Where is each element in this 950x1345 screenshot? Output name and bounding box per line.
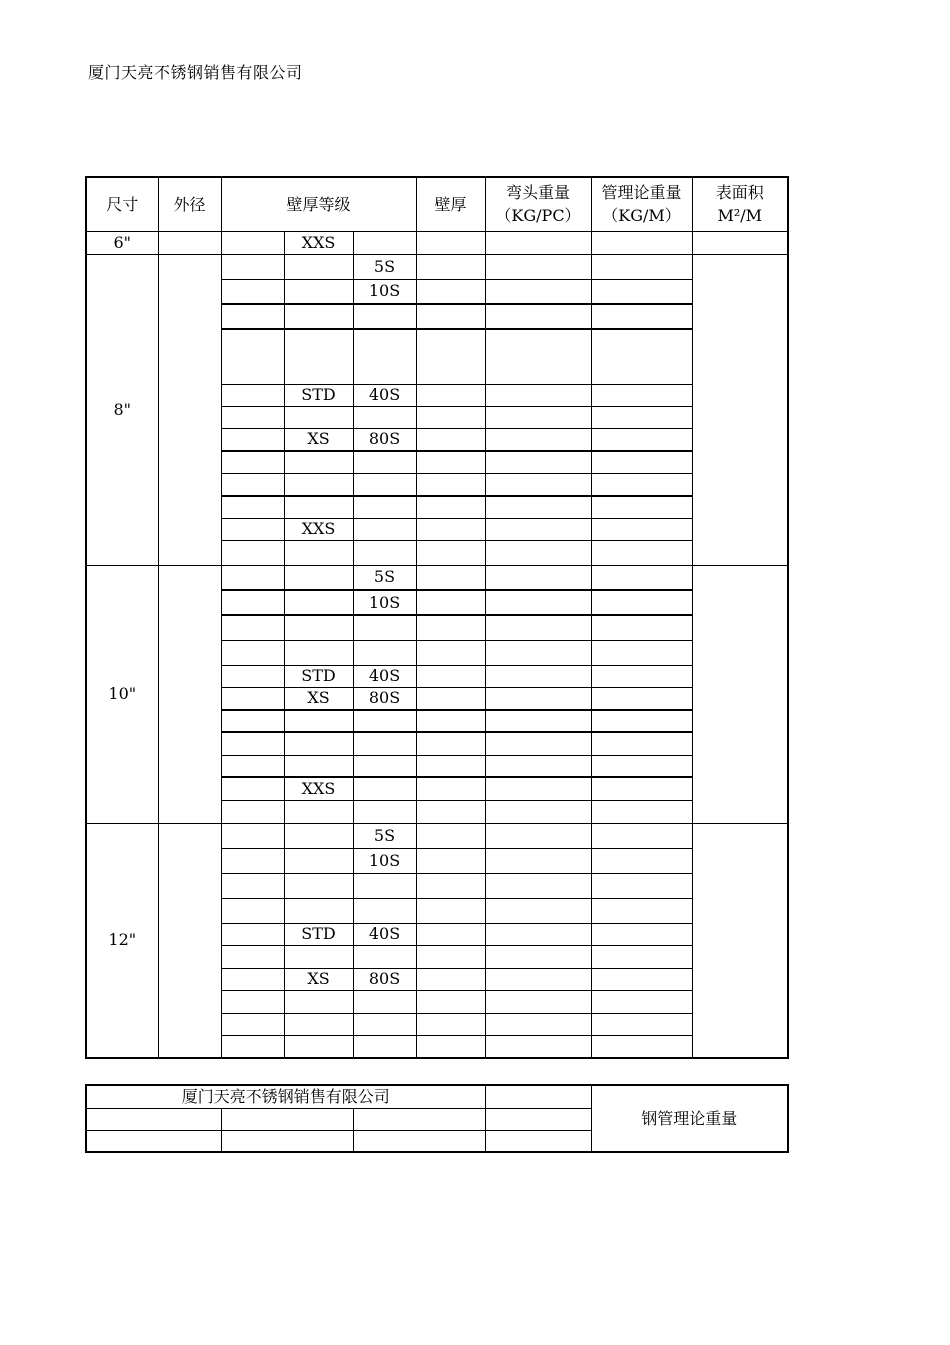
elbow-weight-cell bbox=[485, 848, 591, 873]
table-row bbox=[86, 254, 788, 279]
s-schedule-cell bbox=[353, 406, 416, 428]
schedule-cell bbox=[284, 640, 353, 665]
grade-blank-cell bbox=[221, 800, 284, 823]
schedule-cell bbox=[284, 496, 353, 518]
header-elbow-weight-line2: （KG/PC） bbox=[495, 206, 581, 226]
elbow-weight-cell bbox=[485, 384, 591, 406]
schedule-cell bbox=[284, 540, 353, 565]
pipe-weight-cell bbox=[591, 923, 692, 945]
footer-table bbox=[85, 1084, 789, 1153]
header-row bbox=[86, 177, 788, 231]
elbow-weight-cell bbox=[485, 304, 591, 329]
grade-blank-cell bbox=[221, 755, 284, 777]
grade-blank-cell bbox=[221, 923, 284, 945]
wall-cell bbox=[416, 615, 485, 640]
wall-cell bbox=[416, 873, 485, 898]
schedule-cell bbox=[284, 823, 353, 848]
elbow-weight-cell bbox=[485, 451, 591, 473]
wall-cell bbox=[416, 1013, 485, 1035]
schedule-cell bbox=[284, 945, 353, 968]
pipe-weight-cell bbox=[591, 1035, 692, 1058]
table-row bbox=[86, 231, 788, 254]
pipe-weight-cell bbox=[591, 496, 692, 518]
s-schedule-cell bbox=[353, 304, 416, 329]
elbow-weight-cell bbox=[485, 428, 591, 451]
footer-cell bbox=[221, 1108, 353, 1130]
footer-cell bbox=[86, 1108, 221, 1130]
schedule-cell bbox=[284, 873, 353, 898]
elbow-weight-cell bbox=[485, 873, 591, 898]
elbow-weight-cell bbox=[485, 496, 591, 518]
wall-cell bbox=[416, 428, 485, 451]
s-schedule-cell bbox=[353, 540, 416, 565]
footer-cell bbox=[86, 1130, 221, 1152]
wall-cell bbox=[416, 406, 485, 428]
wall-cell bbox=[416, 540, 485, 565]
elbow-weight-cell bbox=[485, 777, 591, 800]
s-schedule-cell: 40S bbox=[353, 665, 416, 687]
wall-cell bbox=[416, 496, 485, 518]
s-schedule-cell: 10S bbox=[353, 279, 416, 304]
schedule-cell: XS bbox=[284, 968, 353, 990]
elbow-weight-cell bbox=[485, 254, 591, 279]
wall-cell bbox=[416, 687, 485, 710]
header-grade: 壁厚等级 bbox=[221, 177, 416, 231]
s-schedule-cell: 5S bbox=[353, 565, 416, 590]
s-schedule-cell: 80S bbox=[353, 968, 416, 990]
s-schedule-cell bbox=[353, 1013, 416, 1035]
wall-cell bbox=[416, 329, 485, 384]
wall-cell bbox=[416, 254, 485, 279]
footer-cell bbox=[353, 1130, 485, 1152]
grade-blank-cell bbox=[221, 231, 284, 254]
surface-area-cell bbox=[692, 565, 788, 823]
schedule-cell bbox=[284, 254, 353, 279]
grade-blank-cell bbox=[221, 406, 284, 428]
elbow-weight-cell bbox=[485, 231, 591, 254]
size-cell: 6" bbox=[86, 231, 158, 254]
od-cell bbox=[158, 231, 221, 254]
pipe-weight-cell bbox=[591, 451, 692, 473]
grade-blank-cell bbox=[221, 1013, 284, 1035]
elbow-weight-cell bbox=[485, 732, 591, 755]
pipe-weight-cell bbox=[591, 304, 692, 329]
elbow-weight-cell bbox=[485, 406, 591, 428]
header-pipe-weight-line2: （KG/M） bbox=[602, 206, 681, 226]
header-size: 尺寸 bbox=[86, 177, 158, 231]
s-schedule-cell: 5S bbox=[353, 823, 416, 848]
surface-area-cell bbox=[692, 254, 788, 565]
grade-blank-cell bbox=[221, 590, 284, 615]
pipe-weight-cell bbox=[591, 848, 692, 873]
grade-blank-cell bbox=[221, 848, 284, 873]
grade-blank-cell bbox=[221, 451, 284, 473]
pipe-weight-cell bbox=[591, 755, 692, 777]
elbow-weight-cell bbox=[485, 687, 591, 710]
pipe-weight-cell bbox=[591, 473, 692, 496]
schedule-cell bbox=[284, 565, 353, 590]
grade-blank-cell bbox=[221, 254, 284, 279]
elbow-weight-cell bbox=[485, 279, 591, 304]
s-schedule-cell bbox=[353, 732, 416, 755]
grade-blank-cell bbox=[221, 665, 284, 687]
elbow-weight-cell bbox=[485, 755, 591, 777]
grade-blank-cell bbox=[221, 428, 284, 451]
header-elbow-weight bbox=[485, 177, 591, 231]
od-cell bbox=[158, 823, 221, 1058]
pipe-weight-cell bbox=[591, 687, 692, 710]
s-schedule-cell bbox=[353, 496, 416, 518]
schedule-cell bbox=[284, 710, 353, 732]
s-schedule-cell bbox=[353, 800, 416, 823]
footer-cell bbox=[221, 1130, 353, 1152]
elbow-weight-cell bbox=[485, 565, 591, 590]
wall-cell bbox=[416, 990, 485, 1013]
grade-blank-cell bbox=[221, 968, 284, 990]
schedule-cell: XS bbox=[284, 687, 353, 710]
elbow-weight-cell bbox=[485, 540, 591, 565]
s-schedule-cell bbox=[353, 231, 416, 254]
pipe-weight-cell bbox=[591, 710, 692, 732]
table-row bbox=[86, 565, 788, 590]
size-cell: 10" bbox=[86, 565, 158, 823]
s-schedule-cell: 10S bbox=[353, 848, 416, 873]
pipe-weight-cell bbox=[591, 945, 692, 968]
wall-cell bbox=[416, 968, 485, 990]
elbow-weight-cell bbox=[485, 945, 591, 968]
od-cell bbox=[158, 254, 221, 565]
wall-cell bbox=[416, 1035, 485, 1058]
schedule-cell bbox=[284, 329, 353, 384]
wall-cell bbox=[416, 231, 485, 254]
schedule-cell bbox=[284, 848, 353, 873]
od-cell bbox=[158, 565, 221, 823]
elbow-weight-cell bbox=[485, 990, 591, 1013]
s-schedule-cell: 80S bbox=[353, 428, 416, 451]
grade-blank-cell bbox=[221, 279, 284, 304]
wall-cell bbox=[416, 710, 485, 732]
elbow-weight-cell bbox=[485, 800, 591, 823]
schedule-cell bbox=[284, 732, 353, 755]
schedule-cell: STD bbox=[284, 665, 353, 687]
wall-cell bbox=[416, 777, 485, 800]
pipe-weight-cell bbox=[591, 665, 692, 687]
pipe-weight-cell bbox=[591, 898, 692, 923]
schedule-cell bbox=[284, 1035, 353, 1058]
grade-blank-cell bbox=[221, 990, 284, 1013]
grade-blank-cell bbox=[221, 945, 284, 968]
s-schedule-cell: 40S bbox=[353, 384, 416, 406]
elbow-weight-cell bbox=[485, 590, 591, 615]
footer-cell bbox=[485, 1130, 591, 1152]
header-od: 外径 bbox=[158, 177, 221, 231]
pipe-weight-cell bbox=[591, 384, 692, 406]
elbow-weight-cell bbox=[485, 968, 591, 990]
grade-blank-cell bbox=[221, 304, 284, 329]
elbow-weight-cell bbox=[485, 665, 591, 687]
elbow-weight-cell bbox=[485, 518, 591, 540]
pipe-weight-cell bbox=[591, 428, 692, 451]
schedule-cell: XXS bbox=[284, 231, 353, 254]
schedule-cell bbox=[284, 451, 353, 473]
grade-blank-cell bbox=[221, 1035, 284, 1058]
s-schedule-cell: 10S bbox=[353, 590, 416, 615]
s-schedule-cell bbox=[353, 873, 416, 898]
grade-blank-cell bbox=[221, 496, 284, 518]
elbow-weight-cell bbox=[485, 898, 591, 923]
grade-blank-cell bbox=[221, 873, 284, 898]
schedule-cell: STD bbox=[284, 923, 353, 945]
wall-cell bbox=[416, 923, 485, 945]
grade-blank-cell bbox=[221, 823, 284, 848]
header-surface-line2: M²/M bbox=[717, 206, 763, 226]
elbow-weight-cell bbox=[485, 473, 591, 496]
surface-area-cell bbox=[692, 231, 788, 254]
schedule-cell bbox=[284, 800, 353, 823]
s-schedule-cell bbox=[353, 898, 416, 923]
s-schedule-cell bbox=[353, 755, 416, 777]
schedule-cell bbox=[284, 590, 353, 615]
elbow-weight-cell bbox=[485, 823, 591, 848]
s-schedule-cell bbox=[353, 329, 416, 384]
s-schedule-cell bbox=[353, 640, 416, 665]
pipe-weight-cell bbox=[591, 990, 692, 1013]
grade-blank-cell bbox=[221, 540, 284, 565]
pipe-weight-cell bbox=[591, 565, 692, 590]
schedule-cell: XXS bbox=[284, 518, 353, 540]
pipe-weight-cell bbox=[591, 540, 692, 565]
wall-cell bbox=[416, 473, 485, 496]
header-pipe-weight-line1: 管理论重量 bbox=[601, 183, 682, 203]
wall-cell bbox=[416, 665, 485, 687]
wall-cell bbox=[416, 565, 485, 590]
wall-cell bbox=[416, 590, 485, 615]
schedule-cell bbox=[284, 755, 353, 777]
elbow-weight-cell bbox=[485, 640, 591, 665]
s-schedule-cell bbox=[353, 518, 416, 540]
schedule-cell bbox=[284, 898, 353, 923]
schedule-cell: XXS bbox=[284, 777, 353, 800]
wall-cell bbox=[416, 898, 485, 923]
pipe-weight-cell bbox=[591, 254, 692, 279]
schedule-cell: STD bbox=[284, 384, 353, 406]
grade-blank-cell bbox=[221, 640, 284, 665]
elbow-weight-cell bbox=[485, 1035, 591, 1058]
elbow-weight-cell bbox=[485, 615, 591, 640]
s-schedule-cell bbox=[353, 990, 416, 1013]
table-row bbox=[86, 823, 788, 848]
wall-cell bbox=[416, 823, 485, 848]
wall-cell bbox=[416, 945, 485, 968]
pipe-weight-cell bbox=[591, 1013, 692, 1035]
grade-blank-cell bbox=[221, 384, 284, 406]
wall-cell bbox=[416, 800, 485, 823]
pipe-weight-cell bbox=[591, 800, 692, 823]
wall-cell bbox=[416, 755, 485, 777]
elbow-weight-cell bbox=[485, 923, 591, 945]
grade-blank-cell bbox=[221, 473, 284, 496]
s-schedule-cell bbox=[353, 473, 416, 496]
wall-cell bbox=[416, 732, 485, 755]
elbow-weight-cell bbox=[485, 329, 591, 384]
wall-cell bbox=[416, 451, 485, 473]
pipe-weight-cell bbox=[591, 640, 692, 665]
schedule-cell bbox=[284, 1013, 353, 1035]
grade-blank-cell bbox=[221, 898, 284, 923]
pipe-weight-cell bbox=[591, 518, 692, 540]
s-schedule-cell bbox=[353, 1035, 416, 1058]
schedule-cell bbox=[284, 279, 353, 304]
company-name: 厦门天亮不锈钢销售有限公司 bbox=[88, 63, 303, 82]
pipe-weight-cell bbox=[591, 279, 692, 304]
grade-blank-cell bbox=[221, 777, 284, 800]
pipe-weight-cell bbox=[591, 732, 692, 755]
wall-cell bbox=[416, 304, 485, 329]
elbow-weight-cell bbox=[485, 1013, 591, 1035]
s-schedule-cell bbox=[353, 615, 416, 640]
pipe-weight-cell bbox=[591, 406, 692, 428]
wall-cell bbox=[416, 384, 485, 406]
size-cell: 12" bbox=[86, 823, 158, 1058]
elbow-weight-cell bbox=[485, 710, 591, 732]
grade-blank-cell bbox=[221, 329, 284, 384]
footer-cell bbox=[353, 1108, 485, 1130]
footer-title: 钢管理论重量 bbox=[591, 1085, 788, 1152]
schedule-cell bbox=[284, 990, 353, 1013]
grade-blank-cell bbox=[221, 518, 284, 540]
s-schedule-cell bbox=[353, 945, 416, 968]
wall-cell bbox=[416, 518, 485, 540]
wall-cell bbox=[416, 848, 485, 873]
surface-area-cell bbox=[692, 823, 788, 1058]
header-wall: 壁厚 bbox=[416, 177, 485, 231]
header-surface-area bbox=[692, 177, 788, 231]
s-schedule-cell bbox=[353, 710, 416, 732]
pipe-weight-cell bbox=[591, 329, 692, 384]
footer-company: 厦门天亮不锈钢销售有限公司 bbox=[86, 1085, 485, 1108]
pipe-weight-cell bbox=[591, 968, 692, 990]
schedule-cell bbox=[284, 406, 353, 428]
s-schedule-cell: 80S bbox=[353, 687, 416, 710]
wall-cell bbox=[416, 279, 485, 304]
pipe-weight-cell bbox=[591, 873, 692, 898]
schedule-cell: XS bbox=[284, 428, 353, 451]
pipe-weight-cell bbox=[591, 231, 692, 254]
header-pipe-weight bbox=[591, 177, 692, 231]
schedule-cell bbox=[284, 304, 353, 329]
header-elbow-weight-line1: 弯头重量 bbox=[505, 183, 570, 203]
s-schedule-cell: 5S bbox=[353, 254, 416, 279]
schedule-cell bbox=[284, 615, 353, 640]
pipe-weight-cell bbox=[591, 823, 692, 848]
s-schedule-cell: 40S bbox=[353, 923, 416, 945]
footer-cell bbox=[485, 1108, 591, 1130]
weight-table bbox=[85, 176, 789, 1059]
wall-cell bbox=[416, 640, 485, 665]
pipe-weight-cell bbox=[591, 590, 692, 615]
s-schedule-cell bbox=[353, 451, 416, 473]
grade-blank-cell bbox=[221, 615, 284, 640]
grade-blank-cell bbox=[221, 565, 284, 590]
grade-blank-cell bbox=[221, 687, 284, 710]
pipe-weight-cell bbox=[591, 615, 692, 640]
grade-blank-cell bbox=[221, 710, 284, 732]
size-cell: 8" bbox=[86, 254, 158, 565]
grade-blank-cell bbox=[221, 732, 284, 755]
s-schedule-cell bbox=[353, 777, 416, 800]
header-surface-line1: 表面积 bbox=[715, 183, 764, 203]
footer-cell bbox=[485, 1085, 591, 1108]
schedule-cell bbox=[284, 473, 353, 496]
pipe-weight-cell bbox=[591, 777, 692, 800]
